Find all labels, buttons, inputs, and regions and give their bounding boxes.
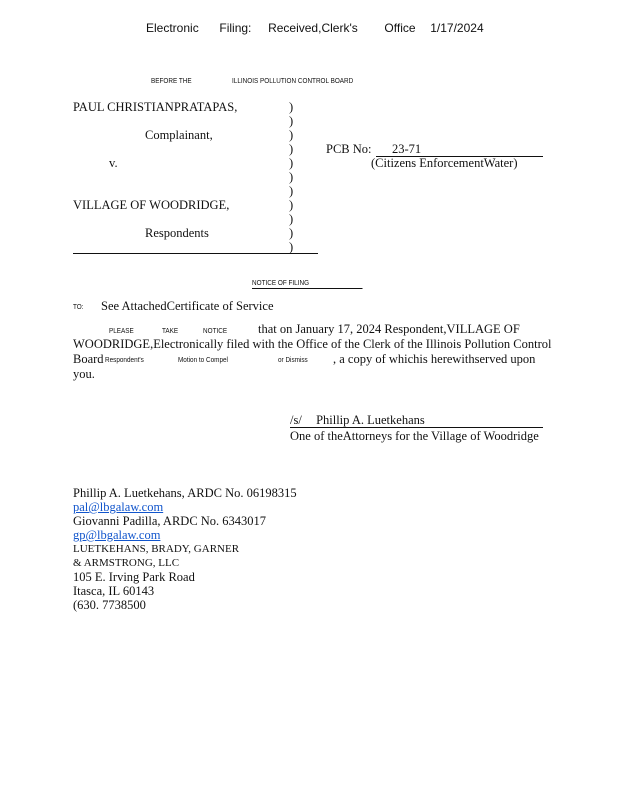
body-please: PLEASE bbox=[109, 326, 134, 335]
paren-5: ) bbox=[289, 156, 294, 170]
filing-stamp-word-4: Office bbox=[384, 21, 416, 35]
address-city: Itasca, IL 60143 bbox=[73, 584, 155, 598]
paren-10: ) bbox=[289, 226, 294, 240]
phone-number: (630. 7738500 bbox=[73, 598, 146, 612]
to-label: TO: bbox=[73, 302, 84, 311]
board-heading-before: BEFORE THE bbox=[151, 76, 192, 85]
filing-stamp-word-3: Received,Clerk's bbox=[268, 21, 358, 35]
case-type: (Citizens EnforcementWater) bbox=[371, 156, 518, 170]
attorney-2: Giovanni Padilla, ARDC No. 6343017 bbox=[73, 514, 267, 528]
filing-stamp-word-1: Electronic bbox=[146, 21, 199, 35]
paren-9: ) bbox=[289, 212, 294, 226]
paren-11: ) bbox=[289, 240, 294, 254]
address-street: 105 E. Irving Park Road bbox=[73, 570, 195, 584]
versus-label: v. bbox=[109, 156, 118, 170]
paren-7: ) bbox=[289, 184, 294, 198]
filing-stamp-date: 1/17/2024 bbox=[430, 21, 484, 35]
paren-6: ) bbox=[289, 170, 294, 184]
board-heading-name: ILLINOIS POLLUTION CONTROL BOARD bbox=[232, 76, 354, 85]
body-line-2: WOODRIDGE,Electronically filed with the Office of the Clerk of the Illinois Pollution Control bbox=[73, 337, 552, 351]
firm-line-1: LUETKEHANS, BRADY, GARNER bbox=[73, 543, 240, 555]
attorney-1: Phillip A. Luetkehans, ARDC No. 06198315 bbox=[73, 486, 297, 500]
to-text: See AttachedCertificate of Service bbox=[101, 299, 274, 313]
body-motion-part-3: or Dismiss bbox=[278, 355, 308, 364]
respondent-name: VILLAGE OF WOODRIDGE, bbox=[73, 198, 230, 212]
firm-line-2: & ARMSTRONG, LLC bbox=[73, 557, 180, 569]
signature-slash: /s/ bbox=[290, 413, 302, 427]
signature-line bbox=[290, 413, 543, 428]
body-motion-part-2: Motion to Compel bbox=[178, 355, 228, 364]
filing-stamp bbox=[146, 21, 484, 35]
body-line-3: , a copy of whichis herewithserved upon bbox=[333, 352, 536, 366]
body-notice: NOTICE bbox=[203, 326, 228, 335]
paren-1: ) bbox=[289, 100, 294, 114]
complainant-name: PAUL CHRISTIANPRATAPAS, bbox=[73, 100, 238, 114]
pcb-number: 23-71 bbox=[376, 142, 543, 157]
email-link-2[interactable]: gp@lbgalaw.com bbox=[73, 528, 161, 542]
paren-2: ) bbox=[289, 114, 294, 128]
body-take: TAKE bbox=[162, 326, 179, 335]
body-line-4: you. bbox=[73, 367, 95, 381]
body-line-1: that on January 17, 2024 Respondent,VILLAGE OF bbox=[258, 322, 520, 336]
notice-title: NOTICE OF FILING bbox=[252, 278, 363, 289]
signature-title: One of theAttorneys for the Village of Woodridge bbox=[290, 429, 539, 443]
pcb-label: PCB No: bbox=[326, 142, 372, 156]
body-motion-part-1: Respondent's bbox=[105, 355, 144, 364]
paren-3: ) bbox=[289, 128, 294, 142]
email-link-1[interactable]: pal@lbgalaw.com bbox=[73, 500, 164, 514]
signature-name: Phillip A. Luetkehans bbox=[316, 413, 425, 427]
respondent-role: Respondents bbox=[145, 226, 209, 240]
paren-4: ) bbox=[289, 142, 294, 156]
body-board: Board bbox=[73, 352, 104, 366]
filing-stamp-word-2: Filing: bbox=[219, 21, 252, 35]
complainant-role: Complainant, bbox=[145, 128, 213, 142]
paren-8: ) bbox=[289, 198, 294, 212]
caption-bottom-rule bbox=[73, 253, 318, 254]
